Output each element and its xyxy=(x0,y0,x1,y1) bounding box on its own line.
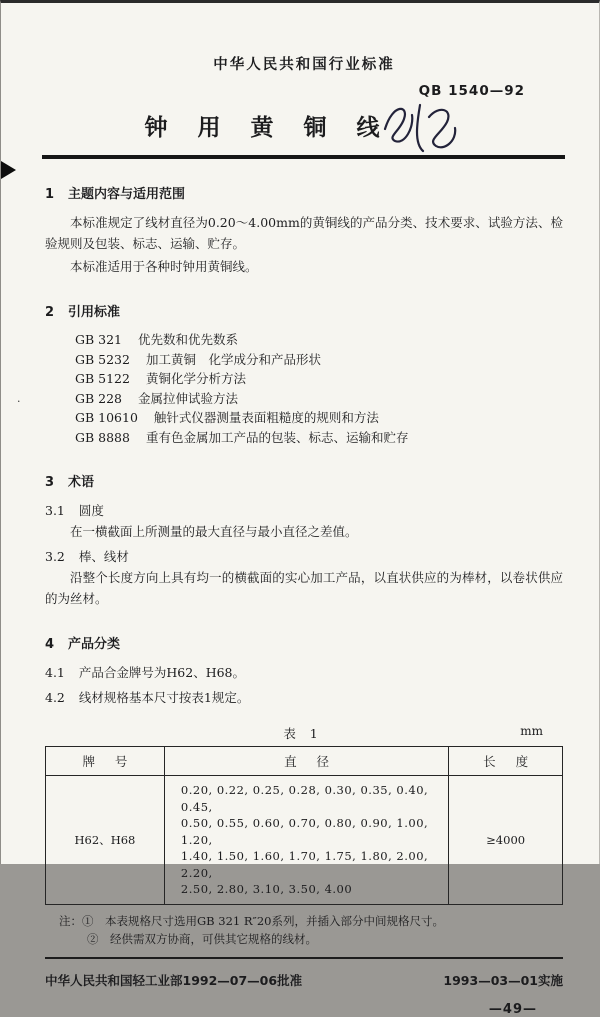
section-2-heading xyxy=(45,301,563,320)
standard-code: GB 10610 xyxy=(75,410,138,425)
diameter-line: 1.40, 1.50, 1.60, 1.70, 1.75, 1.80, 2.00, 2.20, xyxy=(180,849,429,880)
standard-name: 黄铜化学分析方法 xyxy=(145,371,246,386)
clause-3-1-definition: 在一横截面上所测量的最大直径与最小直径之差值。 xyxy=(70,524,358,539)
standard-name: 加工黄铜 化学成分和产品形状 xyxy=(145,351,321,367)
section-number: 2 xyxy=(45,305,55,320)
referenced-standards-list xyxy=(45,330,563,447)
clause-text: 产品合金牌号为H62、H68。 xyxy=(78,665,246,680)
list-item xyxy=(45,428,563,448)
standard-code: GB 5232 xyxy=(75,351,130,367)
clause-number: 3.2 xyxy=(45,549,65,564)
clause-4-1 xyxy=(45,662,563,683)
standard-name: 重有色金属加工产品的包装、标志、运输和贮存 xyxy=(145,429,409,445)
list-item xyxy=(45,408,563,428)
clause-number: 4.1 xyxy=(45,665,65,680)
standard-code: GB 8888 xyxy=(75,429,130,445)
clause-3-2 xyxy=(45,546,563,567)
standard-name: 优先数和优先数系 xyxy=(138,332,239,347)
diameter-cell xyxy=(164,776,448,905)
col-header-length: 长 度 xyxy=(449,747,563,776)
col-header-brand: 牌 号 xyxy=(46,747,165,776)
wire-size-table xyxy=(45,746,563,905)
section-number: 3 xyxy=(45,475,55,490)
col-header-diameter: 直 径 xyxy=(164,747,448,776)
scope-paragraph: 本标准规定了线材直径为0.20～4.00mm的黄铜线的产品分类、技术要求、试验方法、检验规则及包装、标志、运输、贮存。 xyxy=(45,215,563,251)
standard-code: GB 228 xyxy=(75,390,123,406)
section-title: 术语 xyxy=(68,475,95,490)
list-item xyxy=(45,350,563,370)
standard-name: 触针式仪器测量表面粗糙度的规则和方法 xyxy=(153,410,379,425)
applicability-paragraph: 本标准适用于各种时钟用黄铜线。 xyxy=(70,259,258,274)
handwritten-signature xyxy=(373,95,465,159)
diameter-line: 0.50, 0.55, 0.60, 0.70, 0.80, 0.90, 1.00, 1.20, xyxy=(180,816,429,847)
standard-category-label: 中华人民共和国行业标准 xyxy=(213,57,395,73)
diameter-line: 2.50, 2.80, 3.10, 3.50, 4.00 xyxy=(180,882,353,896)
edge-arrow-mark xyxy=(1,161,16,179)
clause-4-2 xyxy=(45,687,563,708)
clause-3-2-definition: 沿整个长度方向上具有均一的横截面的实心加工产品，以直状供应的为棒材，以卷状供应的为丝材。 xyxy=(45,570,563,606)
table-row xyxy=(46,776,563,905)
clause-number: 3.1 xyxy=(45,503,65,518)
section-4-heading xyxy=(45,633,563,652)
section-title: 引用标准 xyxy=(68,305,121,320)
list-item xyxy=(45,330,563,350)
edge-dot-mark: · xyxy=(17,395,21,408)
document-title: 钟 用 黄 铜 线 xyxy=(144,115,384,141)
list-item xyxy=(45,369,563,389)
page-number: —49— xyxy=(488,1001,537,1017)
section-1-heading xyxy=(45,183,563,202)
footer xyxy=(45,971,563,989)
title-divider xyxy=(42,155,565,159)
diameter-line: 0.20, 0.22, 0.25, 0.28, 0.30, 0.35, 0.40, 0.45, xyxy=(180,783,429,814)
list-item xyxy=(45,389,563,409)
section-title: 主题内容与适用范围 xyxy=(68,187,186,202)
clause-text: 线材规格基本尺寸按表1规定。 xyxy=(78,690,250,705)
table-caption: 表 1 xyxy=(283,726,318,741)
table-header-row xyxy=(46,747,563,776)
standard-number: QB 1540—92 xyxy=(418,83,525,99)
brand-cell: H62、H68 xyxy=(46,776,165,905)
section-3-heading xyxy=(45,471,563,490)
section-title: 产品分类 xyxy=(68,637,121,652)
standard-code: GB 321 xyxy=(75,332,123,347)
clause-number: 4.2 xyxy=(45,690,65,705)
table-caption-row xyxy=(45,724,563,744)
clause-3-1 xyxy=(45,500,563,521)
clause-title: 圆度 xyxy=(78,503,104,518)
table-notes xyxy=(45,910,563,959)
section-number: 1 xyxy=(45,187,55,202)
table-note-2: ② 经供需双方协商，可供其它规格的线材。 xyxy=(87,931,317,946)
length-cell: ≥4000 xyxy=(449,776,563,905)
table-note-1: 注：① 本表规格尺寸选用GB 321 R″20系列，并插入部分中间规格尺寸。 xyxy=(59,913,444,928)
clause-title: 棒、线材 xyxy=(78,549,129,564)
standard-name: 金属拉伸试验方法 xyxy=(138,390,239,406)
table-unit-label: mm xyxy=(520,724,543,738)
standard-code: GB 5122 xyxy=(75,371,130,386)
approval-statement: 中华人民共和国轻工业部1992—07—06批准 xyxy=(45,972,303,988)
implementation-date: 1993—03—01实施 xyxy=(443,972,563,988)
section-number: 4 xyxy=(45,637,55,652)
